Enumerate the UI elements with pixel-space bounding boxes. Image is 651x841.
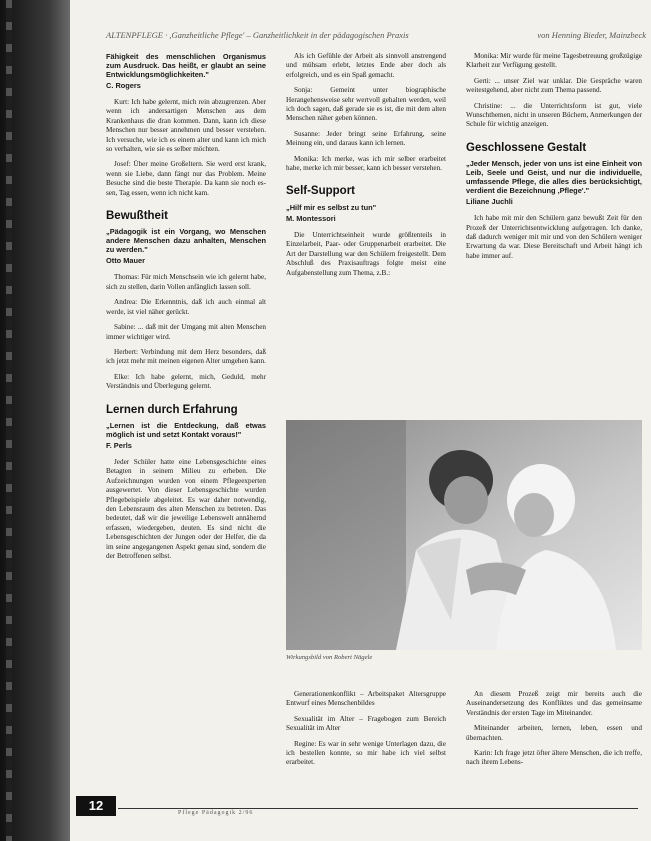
- paragraph: Miteinander arbeiten, lernen, leben, essen und übernachten.: [466, 724, 642, 742]
- paragraph: Thomas: Für mich Menschsein wie ich gelernt habe, sich zu stellen, darin Vollen anfänglich lassen soll.: [106, 273, 266, 291]
- column-2-bottom: [286, 690, 446, 774]
- paragraph: Regine: Es war in sehr wenige Unterlagen dazu, die ich bestellen konnte, so mir habe ich viel selbst erarbeitet.: [286, 739, 446, 767]
- heading-bewusstheit: Bewußtheit: [106, 210, 168, 223]
- paragraph: Andrea: Die Erkenntnis, daß ich auch einmal alt werde, ist viel näher gerückt.: [106, 298, 266, 316]
- column-3: [466, 52, 642, 267]
- paragraph: Als ich Gefühle der Arbeit als sinnvoll anstrengend und mühsam erlebt, letztes Ende aber doch als erfolgreich, und es ein Spaß gemacht.: [286, 52, 446, 79]
- quote-lernen: „Lernen ist die Entdeckung, daß etwas möglich ist und setzt Kontakt voraus!": [106, 420, 266, 439]
- paragraph: Monika: Ich merke, was ich mir selber erarbeitet habe, merke ich mir besser, kann ich besser verstehen.: [286, 154, 446, 173]
- paragraph: Christine: ... die Unterrichtsform ist gut, viele Wunschthemen, nicht in unseren Büchern, Anmerkungen der Schule für wichtig anzeigen.: [466, 101, 642, 129]
- heading-self-support: Self-Support: [286, 185, 355, 198]
- author-lernen: F. Perls: [106, 440, 132, 450]
- column-1: [106, 52, 266, 567]
- heading-gestalt: Geschlossene Gestalt: [466, 141, 587, 154]
- intro-quote: Fähigkeit des menschlichen Organismus zum Ausdruck. Das heißt, er glaubt an seine Entwicklungsmöglichkeiten.": [106, 52, 266, 79]
- photo-two-people: [286, 420, 642, 650]
- paragraph: Sabine: ... daß mit der Umgang mit alten Menschen immer wichtiger wird.: [106, 323, 266, 341]
- paragraph: Jeder Schüler hatte eine Lebensgeschichte eines Betagten in seinem Milieu zu erheben. Die Aufzeichnungen wurden von einem Pflegeexperten ausgewertet. Von dieser Lebensgeschichte wurden Pflegebeispiele abgeleitet. Es war daher notwendig, den Lebensraum des alten Menschen zu betreten. Das bedeutet, daß wir die jeweilige Lebenswelt annähernd erfassen, wiedergeben, deuten. Es sind nicht die Lebensgeschichten der Jungen oder der Helfer, die da im seine angegangenen Aspekt genau sind, sondern die der Betroffenen selbst.: [106, 457, 266, 560]
- spine-marks: [6, 0, 12, 841]
- footer-rule: [118, 808, 638, 809]
- paragraph: Ich habe mit mir den Schülern ganz bewußt Zeit für den Prozeß der Unterrichtsentwicklung aufgetragen. Ich danke, daß dadurch weniger mit mir und von den Schülern weniger Erwartung da war. Diese Bereitschaft und Arbeit hängt ich habe immer auf.: [466, 214, 642, 260]
- page-footer: [70, 796, 651, 818]
- author-bewusstheit: Otto Mauer: [106, 256, 146, 266]
- book-spine: [0, 0, 70, 841]
- photo-caption: Wirkungsbild von Robert Nägele: [286, 654, 373, 661]
- heading-lernen: Lernen durch Erfahrung: [106, 403, 238, 416]
- quote-bewusstheit: „Pädagogik ist ein Vorgang, wo Menschen andere Menschen dazu anhalten, Menschen zu werden.": [106, 227, 266, 255]
- paragraph: Josef: Über meine Großeltern. Sie werd erst krank, wenn sie Liebe, dann fängt nur das Problem. Meine Besuche sind die beste Therapie. Da kann sie noch essen, Tag essen, wenn ich nicht kam.: [106, 160, 266, 197]
- running-header: [106, 30, 646, 44]
- photo-image: [286, 420, 642, 650]
- paragraph: Susanne: Jeder bringt seine Erfahrung, seine Meinung ein, und daraus kann ich lernen.: [286, 129, 446, 148]
- paragraph: An diesem Prozeß zeigt mir bereits auch die Auseinandersetzung des Konfliktes und das gemeinsame Verständnis der ersten Tage im Miteinander.: [466, 690, 642, 717]
- journal-name: Pflege Pädagogik 2/96: [178, 810, 254, 816]
- header-left: ALTENPFLEGE · ,Ganzheitliche Pflege' – Ganzheitlichkeit in der pädagogischen Praxis: [106, 30, 409, 40]
- paragraph: Generationenkonflikt – Arbeitspaket Altersgruppe Entwurf eines Menschenbildes: [286, 690, 446, 708]
- quote-self-support: „Hilf mir es selbst zu tun": [286, 202, 377, 212]
- magazine-page: [70, 0, 651, 841]
- paragraph: Die Unterrichtseinheit wurde größtenteils in Einzelarbeit, Paar- oder Gruppenarbeit erarbeitet. Die Art der Darstellung war den Schülern freigestellt. Dem Abschluß des Praxisauftrags folgte meist eine Aufgabenstellung zum Thema, z.B.:: [286, 230, 446, 277]
- intro-author: C. Rogers: [106, 81, 141, 90]
- paragraph: Sexualität im Alter – Fragebogen zum Bereich Sexualität im Alter: [286, 714, 446, 733]
- paragraph: Gerti: ... unser Ziel war unklar. Die Gespräche waren weitestgehend, aber nicht zum Thema passend.: [466, 76, 642, 95]
- column-3-bottom: [466, 690, 642, 774]
- paragraph: Kurt: Ich habe gelernt, mich rein abzugrenzen. Aber wenn ich andersartigen Menschen aus dem Krankenhaus die dran kommen. Dann, kann ich diese Menschen nur besser annehmen und besser verstehen. Ich versuche, wie ich es einem alter und kann ich mich so verhalten, wie sie es selber möchten.: [106, 98, 266, 154]
- header-right: von Henning Bieder, Mainzbeck: [537, 30, 646, 40]
- paragraph: Monika: Mir wurde für meine Tagesbetreuung großzügige Klarheit zur Verfügung gestellt.: [466, 52, 642, 70]
- page-number: 12: [76, 796, 116, 816]
- paragraph: Herbert: Verbindung mit dem Herz besonders, daß ich jetzt mehr mit meinen eigenen Alter umgehen kann.: [106, 347, 266, 366]
- quote-gestalt: „Jeder Mensch, jeder von uns ist eine Einheit von Leib, Seele und Geist, und nur die individuelle, umfassende Pflege, die alles dies berücksichtigt, verdient die Bezeichnung ‚Pflege'.": [466, 159, 642, 196]
- paragraph: Sonja: Gemeint unter biographische Herangehensweise sehr wertvoll gehalten werden, weil ich doch sagen, daß gerade sie es ist, die mit dem alten Menschen näher geben können.: [286, 86, 446, 123]
- paragraph: Karin: Ich frage jetzt öfter ältere Menschen, die ich treffe, nach ihrem Lebens-: [466, 749, 642, 767]
- paragraph: Elke: Ich habe gelernt, mich, Geduld, mehr Verständnis und Überlegung gelernt.: [106, 372, 266, 391]
- author-self-support: M. Montessori: [286, 213, 336, 223]
- author-gestalt: Liliane Juchli: [466, 197, 513, 207]
- column-2: [286, 52, 446, 284]
